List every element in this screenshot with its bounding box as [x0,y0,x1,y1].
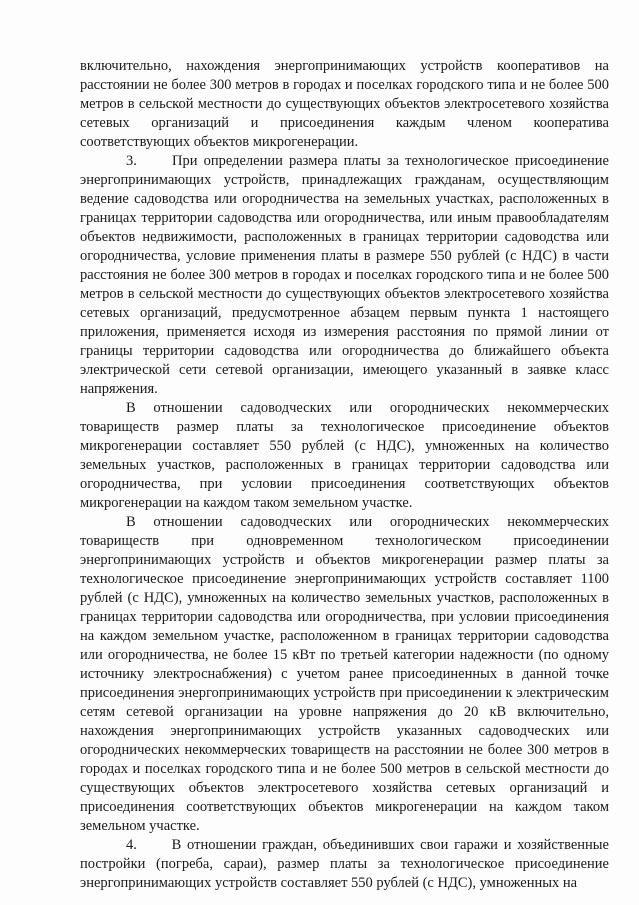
document-body [80,57,609,893]
paragraph-item-3: 3. При определении размера платы за технологическое присоединение энергопринимающих устройств, принадлежащих гражданам, осуществляющим ведение садоводства или огородничества на земельных участках, расположенных в границах территории садоводства или огородничества, или иным правообладателям объектов недвижимости, расположенных в границах территории садоводства или огородничества, условие применения платы в размере 550 рублей (с НДС) в части расстояния не более 300 метров в городах и поселках городского типа и не более 500 метров в сельской местности до существующих объектов электросетевого хозяйства сетевых организаций, предусмотренное абзацем первым пункта 1 настоящего приложения, применяется исходя из измерения расстояния по прямой линии от границы территории садоводства или огородничества до ближайшего объекта электрической сети сетевой организации, имеющего указанный в заявке класс напряжения. [80,153,609,397]
paragraph-simultaneous-connection: В отношении садоводческих или огороднических некоммерческих товариществ при одновременном технологическом присоединении энергопринимающих устройств и объектов микрогенерации размер платы за технологическое присоединение энергопринимающих устройств составляет 1100 рублей (с НДС), умноженных на количество земельных участков, расположенных в границах территории садоводства или огородничества, при условии присоединения на каждом земельном участке, расположенном в границах территории садоводства или огородничества, не более 15 кВт по третьей категории надежности (по одному источнику электроснабжения) с учетом ранее присоединенных в данной точке присоединения энергопринимающих устройств при присоединении к электрическим сетям сетевой организации на уровне напряжения до 20 кВ включительно, нахождения энергопринимающих устройств указанных садоводческих или огороднических некоммерческих товариществ на расстоянии не более 300 метров в городах и поселках городского типа и не более 500 метров в сельской местности до существующих объектов электросетевого хозяйства сетевых организаций и присоединения соответствующих объектов микрогенерации на каждом таком земельном участке. [80,514,609,834]
paragraph-continuation: включительно, нахождения энергопринимающих устройств кооперативов на расстоянии не более 300 метров в городах и поселках городского типа и не более 500 метров в сельской местности до существующих объектов электросетевого хозяйства сетевых организаций и присоединения каждым членом кооператива соответствующих объектов микрогенерации. [80,58,609,150]
paragraph-microgeneration: В отношении садоводческих или огороднических некоммерческих товариществ размер платы за технологическое присоединение объектов микрогенерации составляет 550 рублей (с НДС), умноженных на количество земельных участков, расположенных в границах территории садоводства или огородничества, при условии присоединения соответствующих объектов микрогенерации на каждом таком земельном участке. [80,400,609,511]
paragraph-item-4: 4. В отношении граждан, объединивших свои гаражи и хозяйственные постройки (погреба, сараи), размер платы за технологическое присоединение энергопринимающих устройств составляет 550 рублей (с НДС), умноженных на [80,837,609,891]
